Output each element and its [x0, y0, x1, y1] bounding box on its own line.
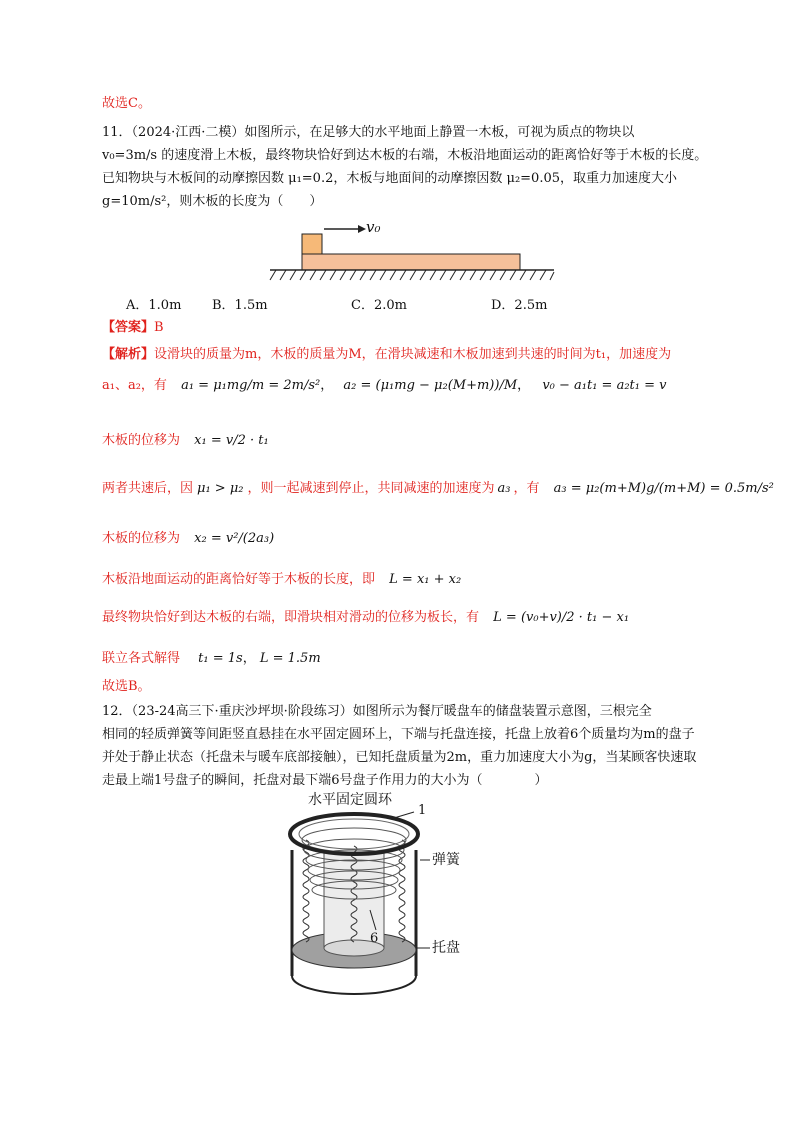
label-plate-1: 1	[418, 803, 427, 818]
disp2-eq: x₂ = v²/(2a₃)	[194, 531, 275, 546]
q12-stem-line-1: 12．（23-24高三下·重庆沙坪坝·阶段练习）如图所示为餐厅暖盘车的储盘装置示意图，三根完全	[102, 704, 652, 719]
eq-a1: a₁ = μ₁mg/m = 2m/s²	[181, 378, 321, 393]
answer-value: B	[154, 320, 164, 335]
label-plate-6: 6	[370, 931, 379, 946]
solve-row: 联立各式解得 t₁ = 1s， L = 1.5m	[102, 651, 321, 666]
solve-t1: t₁ = 1s	[198, 651, 243, 666]
analysis-line-1	[102, 346, 671, 364]
label-spring: 弹簧	[432, 852, 460, 868]
q11-stem-line-1: 11．（2024·江西·二模）如图所示，在足够大的水平地面上静置一木板，可视为质点的物块以	[102, 125, 635, 140]
solve-L: L = 1.5m	[259, 651, 321, 666]
q12-figure-plate-warmer	[270, 790, 500, 1012]
option-d[interactable]: D．2.5m	[491, 298, 548, 313]
q12-stem-line-2: 相同的轻质弹簧等间距竖直悬挂在水平固定圆环上，下端与托盘连接，托盘上放着6个质量均为m的盘子	[102, 727, 695, 742]
analysis-label: 【解析】	[102, 347, 155, 362]
velocity-label: v₀	[366, 218, 381, 236]
after-cond: μ₁ > μ₂	[197, 481, 244, 496]
disp1-row	[102, 426, 269, 456]
after-row	[102, 476, 774, 502]
rel-row	[102, 605, 629, 631]
q11-conclusion: 故选B。	[102, 679, 151, 694]
q11-stem-line-2: v₀=3m/s 的速度滑上木板，最终物块恰好到达木板的右端，木板沿地面运动的距离恰好等于木板的长度。	[102, 148, 708, 163]
option-a[interactable]: A．1.0m	[126, 298, 182, 313]
q10-conclusion: 故选C。	[102, 96, 151, 111]
dist-text: 木板沿地面运动的距离恰好等于木板的长度，即	[102, 572, 376, 587]
q11-stem-line-3: 已知物块与木板间的动摩擦因数 μ₁=0.2，木板与地面间的动摩擦因数 μ₂=0.05，取重力加速度大小	[102, 171, 677, 186]
disp1-eq: x₁ = v/2 · t₁	[194, 433, 269, 448]
rel-eq: L = (v₀+v)/2 · t₁ − x₁	[493, 610, 630, 625]
q11-figure-board-block	[262, 212, 562, 290]
eq-a3: a₃ = μ₂(m+M)g/(m+M) = 0.5m/s²	[553, 481, 774, 496]
q11-options	[126, 294, 566, 312]
answer-label: 【答案】	[102, 320, 155, 335]
q12-stem-line-4: 走最上端1号盘子的瞬间，托盘对最下端6号盘子作用力的大小为（ ）	[102, 773, 548, 788]
eq-a2: a₂ = (μ₁mg − μ₂(M+m))/M	[343, 378, 518, 393]
dist-row	[102, 569, 461, 591]
label-fixed-ring: 水平固定圆环	[308, 792, 392, 808]
analysis-text-2: a₁、a₂，有	[102, 378, 167, 393]
solve-label: 联立各式解得	[102, 651, 181, 666]
label-tray: 托盘	[432, 940, 460, 956]
dist-eq: L = x₁ + x₂	[389, 572, 462, 587]
disp2-label: 木板的位移为	[102, 531, 181, 546]
answer-row	[102, 319, 164, 337]
eq-v: v₀ − a₁t₁ = a₂t₁ = v	[542, 378, 667, 393]
q12-stem-line-3: 并处于静止状态（托盘未与暖车底部接触），已知托盘质量为2m，重力加速度大小为g，当某顾客快速取	[102, 750, 697, 765]
after-a3: a₃	[497, 481, 511, 496]
disp2-row	[102, 524, 274, 554]
block	[302, 234, 322, 254]
q11-stem-line-4: g=10m/s²，则木板的长度为（ ）	[102, 194, 323, 209]
after-label: 两者共速后，因	[102, 481, 194, 496]
analysis-text-1: 设滑块的质量为m，木板的质量为M，在滑块减速和木板加速到共速的时间为t₁，加速度为	[154, 347, 672, 362]
after-text: ，则一起减速到停止，共同减速的加速度为	[247, 481, 495, 496]
board	[302, 254, 520, 270]
option-b[interactable]: B．1.5m	[212, 298, 268, 313]
disp1-label: 木板的位移为	[102, 433, 181, 448]
rel-text: 最终物块恰好到达木板的右端，即滑块相对滑动的位移为板长，有	[102, 610, 480, 625]
option-c[interactable]: C．2.0m	[351, 298, 407, 313]
after-have: ，有	[513, 481, 540, 496]
analysis-line-2: a₁、a₂，有 a₁ = μ₁mg/m = 2m/s²， a₂ = (μ₁mg − μ₂(M+m))/M， v₀ − a₁t₁ = a₂t₁ = v	[102, 378, 667, 393]
